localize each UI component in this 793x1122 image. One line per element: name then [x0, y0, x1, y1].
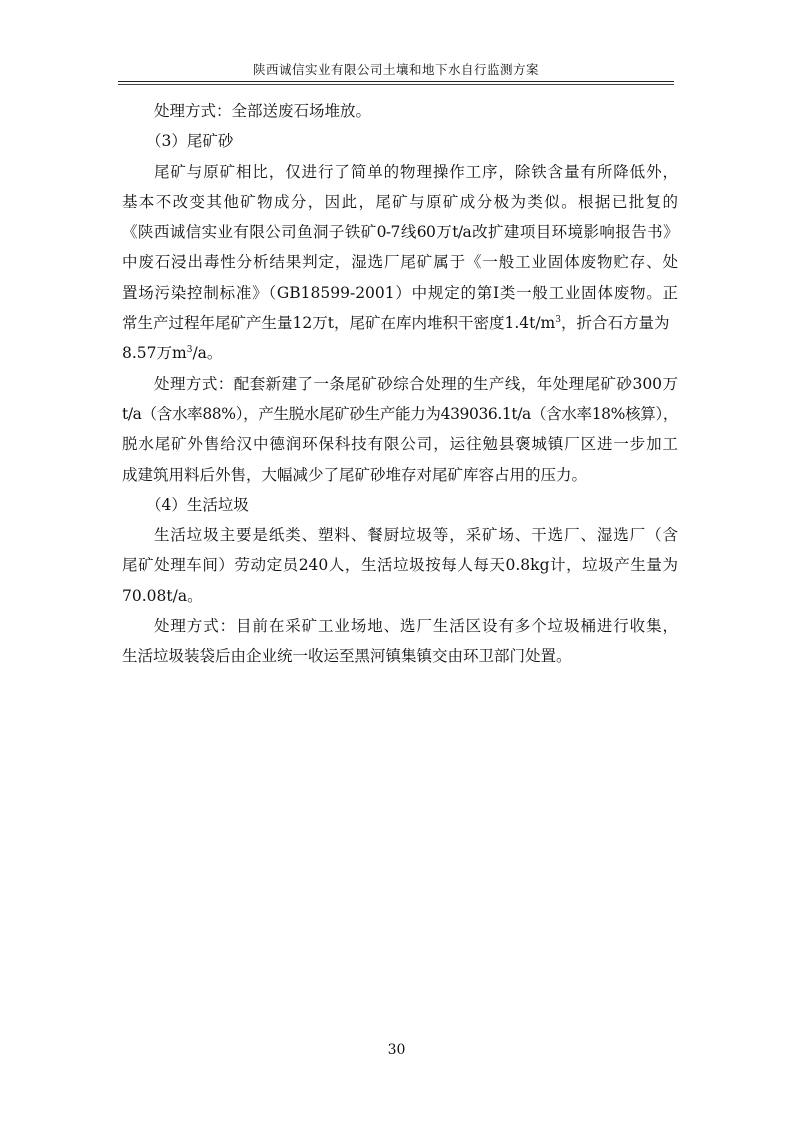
text-line: 基本不改变其他矿物成分，因此，尾矿与原矿成分极为类似。根据已批复的 — [122, 192, 678, 211]
text-line: 生活垃圾装袋后由企业统一收运至黑河镇集镇交由环卫部门处置。 — [122, 647, 572, 666]
text-line: 《陕西诚信实业有限公司鱼洞子铁矿0-7线60万t/a改扩建项目环境影响报告书》 — [122, 223, 678, 242]
text-span: 8.57万m — [122, 344, 187, 363]
text-line-with-superscript — [122, 338, 678, 368]
text-line: 尾矿处理车间）劳动定员240人，生活垃圾按每人每天0.8kg计，垃圾产生量为 — [122, 556, 678, 575]
text-span: ，折合石方量为 — [561, 314, 670, 333]
text-line: 置场污染控制标准》（GB18599-2001）中规定的第Ⅰ类一般工业固体废物。正 — [122, 283, 678, 302]
text-line: t/a（含水率88%），产生脱水尾矿砂生产能力为439036.1t/a（含水率18%核算）， — [122, 404, 678, 423]
header-rule-thin — [118, 84, 674, 85]
text-line: 处理方式：目前在采矿工业场地、选厂生活区设有多个垃圾桶进行收集， — [154, 617, 678, 636]
text-span: /a。 — [192, 344, 223, 363]
header-rule — [118, 81, 674, 82]
section-heading: （3）尾矿砂 — [146, 132, 234, 151]
text-line: 生活垃圾主要是纸类、塑料、餐厨垃圾等，采矿场、干选厂、湿选厂（含 — [154, 526, 678, 545]
text-line: 70.08t/a。 — [122, 586, 203, 605]
paragraph-tailings-description — [122, 157, 678, 369]
document-body — [122, 96, 678, 672]
superscript: 3 — [186, 345, 193, 356]
text-span: 常生产过程年尾矿产生量12万t，尾矿在库内堆积干密度1.4t/m — [122, 314, 556, 333]
text-line: 处理方式：全部送废石场堆放。 — [154, 102, 372, 120]
paragraph-waste-rock-disposal — [122, 96, 678, 126]
text-line: 处理方式：配套新建了一条尾矿砂综合处理的生产线，年处理尾矿砂300万 — [154, 374, 678, 393]
paragraph-domestic-waste-disposal — [122, 611, 678, 672]
section-heading-domestic-waste — [122, 490, 678, 520]
paragraph-domestic-waste — [122, 520, 678, 611]
text-line: 脱水尾矿外售给汉中德润环保科技有限公司，运往勉县褒城镇厂区进一步加工 — [122, 435, 678, 454]
paragraph-tailings-disposal — [122, 369, 678, 490]
section-heading-tailings — [122, 126, 678, 156]
text-line: 成建筑用料后外售，大幅减少了尾矿砂堆存对尾矿库容占用的压力。 — [122, 465, 588, 484]
page-number: 30 — [387, 1042, 406, 1058]
text-line: 中废石浸出毒性分析结果判定，湿选厂尾矿属于《一般工业固体废物贮存、处 — [122, 253, 678, 272]
header-title: 陕西诚信实业有限公司土壤和地下水自行监测方案 — [252, 62, 539, 77]
superscript: 3 — [555, 314, 561, 325]
text-line-with-superscript — [122, 308, 678, 338]
text-line: 尾矿与原矿相比，仅进行了简单的物理操作工序，除铁含量有所降低外， — [154, 162, 678, 181]
section-heading: （4）生活垃圾 — [146, 495, 249, 514]
